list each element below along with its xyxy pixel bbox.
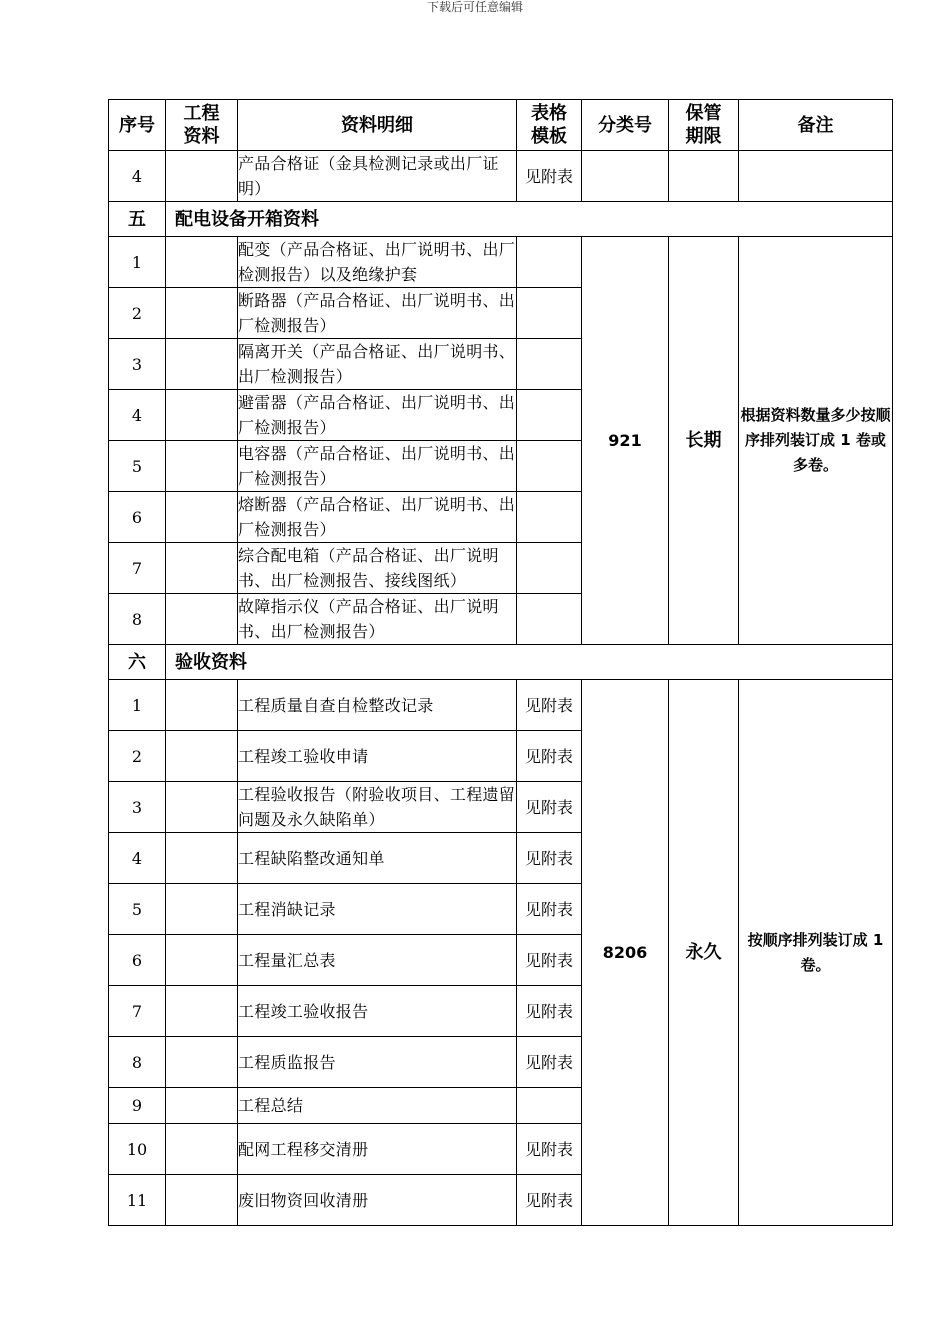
row-detail: 隔离开关（产品合格证、出厂说明书、出厂检测报告） [238, 339, 517, 390]
row-num: 7 [109, 543, 166, 594]
category-no-cell: 8206 [582, 680, 669, 1226]
row-detail: 工程缺陷整改通知单 [238, 833, 517, 884]
row-num: 8 [109, 1037, 166, 1088]
row-num: 6 [109, 492, 166, 543]
row-project-data [166, 884, 238, 935]
row-num: 5 [109, 441, 166, 492]
section-num: 五 [109, 202, 166, 237]
row-template [517, 1088, 582, 1124]
row-num: 8 [109, 594, 166, 645]
row-detail: 故障指示仪（产品合格证、出厂说明书、出厂检测报告） [238, 594, 517, 645]
row-project-data [166, 288, 238, 339]
row-project-data [166, 594, 238, 645]
row-template [517, 237, 582, 288]
header-template-text: 表格 模板 [531, 103, 567, 147]
retention-cell: 永久 [669, 680, 739, 1226]
row-template [517, 441, 582, 492]
row-template [517, 543, 582, 594]
row-num: 4 [109, 833, 166, 884]
row-project-data [166, 1124, 238, 1175]
archive-table [108, 99, 893, 1226]
row-template: 见附表 [517, 1124, 582, 1175]
header-seq: 序号 [109, 100, 166, 151]
row-project-data [166, 782, 238, 833]
header-remarks: 备注 [739, 100, 893, 151]
row-template: 见附表 [517, 935, 582, 986]
header-project-data-text: 工程 资料 [183, 103, 220, 147]
header-template [517, 100, 582, 151]
row-num: 4 [109, 151, 166, 202]
row-template [517, 390, 582, 441]
row-category-no [582, 151, 669, 202]
row-detail: 工程消缺记录 [238, 884, 517, 935]
header-category-no: 分类号 [582, 100, 669, 151]
row-template [517, 492, 582, 543]
row-remarks [739, 151, 893, 202]
row-template: 见附表 [517, 731, 582, 782]
row-num: 1 [109, 237, 166, 288]
row-template: 见附表 [517, 680, 582, 731]
row-template [517, 594, 582, 645]
row-project-data [166, 833, 238, 884]
header-retention [669, 100, 739, 151]
row-project-data [166, 1175, 238, 1226]
remarks-cell: 根据资料数量多少按顺序排列装订成 1 卷或多卷。 [739, 237, 893, 645]
row-detail: 工程验收报告（附验收项目、工程遗留问题及永久缺陷单） [238, 782, 517, 833]
row-num: 9 [109, 1088, 166, 1124]
row-project-data [166, 390, 238, 441]
row-detail: 配网工程移交清册 [238, 1124, 517, 1175]
row-num: 2 [109, 288, 166, 339]
row-detail: 废旧物资回收清册 [238, 1175, 517, 1226]
row-project-data [166, 151, 238, 202]
row-retention [669, 151, 739, 202]
row-detail: 产品合格证（金具检测记录或出厂证明） [238, 151, 517, 202]
row-detail: 熔断器（产品合格证、出厂说明书、出厂检测报告） [238, 492, 517, 543]
row-num: 1 [109, 680, 166, 731]
section-num: 六 [109, 645, 166, 680]
row-detail: 工程总结 [238, 1088, 517, 1124]
row-num: 6 [109, 935, 166, 986]
row-detail: 断路器（产品合格证、出厂说明书、出厂检测报告） [238, 288, 517, 339]
row-template: 见附表 [517, 884, 582, 935]
row-num: 7 [109, 986, 166, 1037]
row-template: 见附表 [517, 833, 582, 884]
page-header: 下载后可任意编辑 [426, 0, 523, 14]
header-project-data [166, 100, 238, 151]
row-template [517, 339, 582, 390]
table-row [109, 680, 893, 731]
retention-cell: 长期 [669, 237, 739, 645]
row-project-data [166, 731, 238, 782]
row-project-data [166, 543, 238, 594]
row-template [517, 288, 582, 339]
row-detail: 避雷器（产品合格证、出厂说明书、出厂检测报告） [238, 390, 517, 441]
section-title: 配电设备开箱资料 [166, 202, 893, 237]
row-num: 11 [109, 1175, 166, 1226]
row-num: 10 [109, 1124, 166, 1175]
row-num: 3 [109, 339, 166, 390]
remarks-cell: 按顺序排列装订成 1 卷。 [739, 680, 893, 1226]
row-template: 见附表 [517, 986, 582, 1037]
row-project-data [166, 339, 238, 390]
row-project-data [166, 680, 238, 731]
row-num: 2 [109, 731, 166, 782]
row-template: 见附表 [517, 1175, 582, 1226]
row-detail: 工程竣工验收申请 [238, 731, 517, 782]
table-row [109, 237, 893, 288]
row-num: 4 [109, 390, 166, 441]
row-project-data [166, 237, 238, 288]
category-no-cell: 921 [582, 237, 669, 645]
header-retention-text: 保管 期限 [685, 103, 722, 147]
row-project-data [166, 1088, 238, 1124]
row-detail: 工程量汇总表 [238, 935, 517, 986]
section-row [109, 202, 893, 237]
row-project-data [166, 441, 238, 492]
row-project-data [166, 492, 238, 543]
row-template: 见附表 [517, 1037, 582, 1088]
row-template: 见附表 [517, 782, 582, 833]
section-title: 验收资料 [166, 645, 893, 680]
row-detail: 工程竣工验收报告 [238, 986, 517, 1037]
header-row [109, 100, 893, 151]
row-num: 3 [109, 782, 166, 833]
row-detail: 综合配电箱（产品合格证、出厂说明书、出厂检测报告、接线图纸） [238, 543, 517, 594]
row-project-data [166, 935, 238, 986]
header-detail: 资料明细 [238, 100, 517, 151]
row-template: 见附表 [517, 151, 582, 202]
row-detail: 工程质监报告 [238, 1037, 517, 1088]
row-num: 5 [109, 884, 166, 935]
table-row [109, 151, 893, 202]
section-row [109, 645, 893, 680]
row-detail: 配变（产品合格证、出厂说明书、出厂检测报告）以及绝缘护套 [238, 237, 517, 288]
row-project-data [166, 1037, 238, 1088]
row-project-data [166, 986, 238, 1037]
row-detail: 工程质量自查自检整改记录 [238, 680, 517, 731]
row-detail: 电容器（产品合格证、出厂说明书、出厂检测报告） [238, 441, 517, 492]
